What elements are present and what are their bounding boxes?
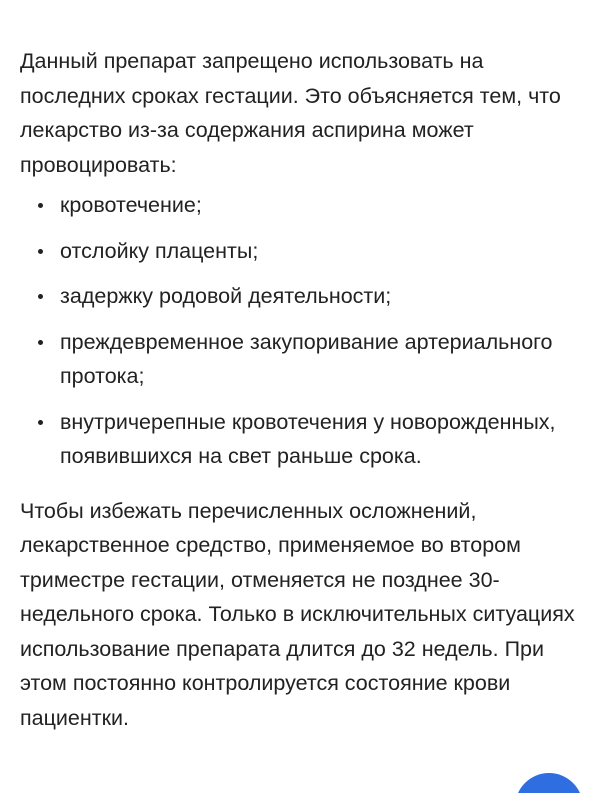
bullet-icon	[38, 340, 43, 345]
contraindication-list	[20, 188, 580, 474]
list-item-text: преждевременное закупоривание артериального протока;	[60, 329, 553, 388]
list-item-text: кровотечение;	[60, 193, 202, 217]
intro-paragraph: Данный препарат запрещено использовать на последних сроках гестации. Это объясняется тем, что лекарство из-за содержания аспирина может провоцировать:	[20, 49, 561, 177]
bullet-icon	[38, 249, 43, 254]
bullet-icon	[38, 420, 43, 425]
article-body	[20, 44, 580, 735]
list-item	[20, 234, 580, 269]
list-item	[20, 279, 580, 314]
list-item	[20, 325, 580, 394]
bullet-icon	[38, 203, 43, 208]
list-item	[20, 188, 580, 223]
list-item-text: задержку родовой деятельности;	[60, 284, 392, 308]
list-item-text: отслойку плаценты;	[60, 238, 259, 263]
outro-paragraph: Чтобы избежать перечисленных осложнений, лекарственное средство, применяемое во втором триместре гестации, отменяется не позднее 30-недельного срока. Только в исключительных ситуациях использование препарата длится до 32 недель. При этом постоянно контролируется состояние крови пациентки.	[20, 498, 575, 730]
list-item	[20, 405, 580, 474]
bullet-icon	[38, 294, 43, 299]
floating-action-button[interactable]	[515, 773, 583, 793]
list-item-text: внутричерепные кровотечения у новорожденных, появившихся на свет раньше срока.	[60, 409, 556, 468]
